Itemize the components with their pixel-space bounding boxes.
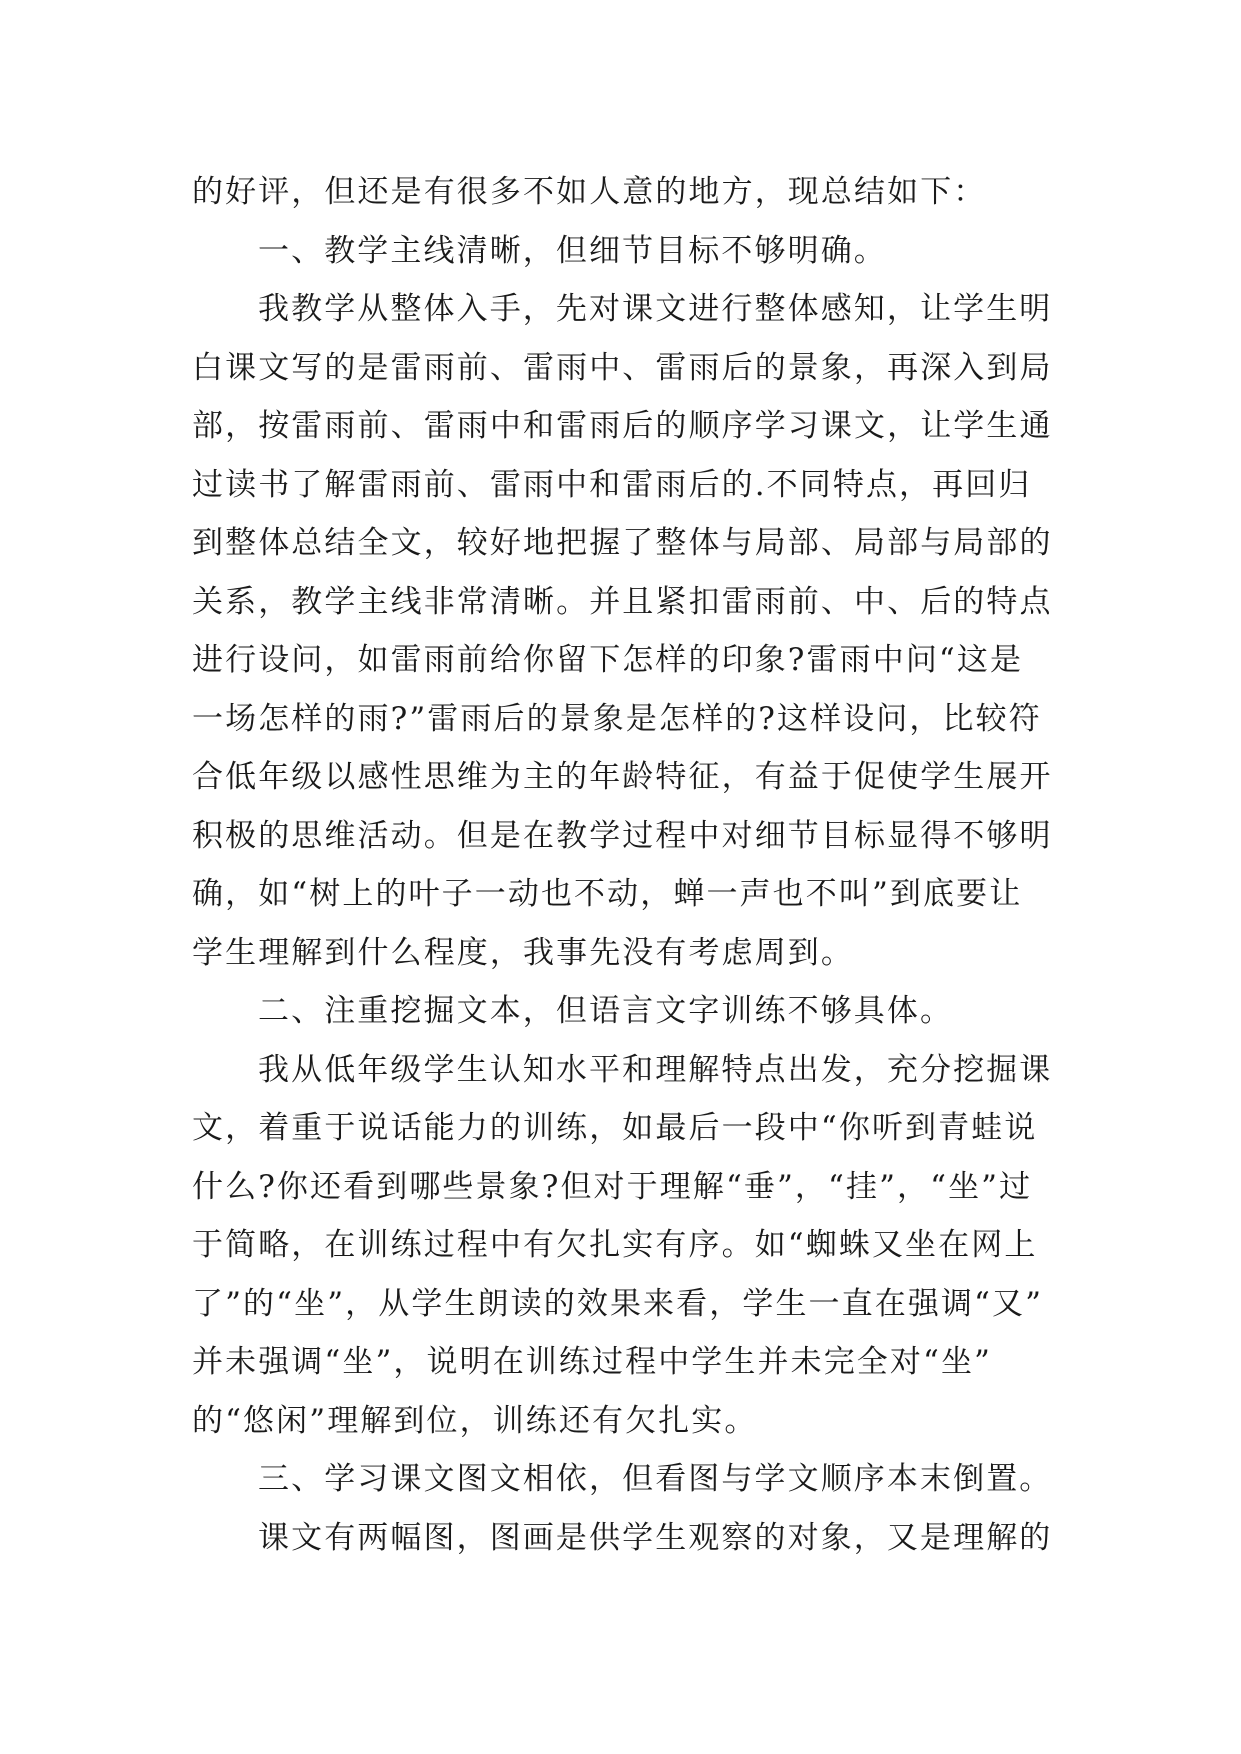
text-line-6: 过读书了解雷雨前、雷雨中和雷雨后的.不同特点，再回归 [192, 466, 1032, 503]
text-line-7: 到整体总结全文，较好地把握了整体与局部、局部与局部的 [192, 525, 1053, 561]
body-text [192, 163, 1072, 1567]
text-line-19: 于简略，在训练过程中有欠扎实有序。如“蜘蛛又坐在网上 [192, 1227, 1038, 1263]
text-line-11: 合低年级以感性思维为主的年龄特征，有益于促使学生展开 [192, 759, 1053, 795]
text-line-9: 进行设问，如雷雨前给你留下怎样的印象?雷雨中问“这是 [192, 642, 1024, 678]
text-line-10: 一场怎样的雨?”雷雨后的景象是怎样的?这样设问，比较符 [192, 700, 1042, 737]
text-line-18: 什么?你还看到哪些景象?但对于理解“垂”，“挂”，“坐”过 [192, 1168, 1033, 1205]
text-line-17: 文，着重于说话能力的训练，如最后一段中“你听到青蛙说 [192, 1110, 1038, 1146]
text-line-3: 我教学从整体入手，先对课文进行整体感知，让学生明 [258, 291, 1053, 327]
text-line-20: 了”的“坐”，从学生朗读的效果来看，学生一直在强调“又” [192, 1285, 1044, 1322]
text-line-14: 学生理解到什么程度，我事先没有考虑周到。 [192, 934, 854, 971]
text-line-1: 的好评，但还是有很多不如人意的地方，现总结如下： [192, 174, 987, 210]
text-line-5: 部，按雷雨前、雷雨中和雷雨后的顺序学习课文，让学生通 [192, 408, 1053, 444]
section-heading-2: 二、注重挖掘文本，但语言文字训练不够具体。 [258, 993, 954, 1029]
text-line-24: 课文有两幅图，图画是供学生观察的对象，又是理解的 [258, 1519, 1053, 1556]
section-heading-1: 一、教学主线清晰，但细节目标不够明确。 [258, 232, 887, 269]
text-line-8: 关系，教学主线非常清晰。并且紧扣雷雨前、中、后的特点 [192, 583, 1053, 620]
text-line-4: 白课文写的是雷雨前、雷雨中、雷雨后的景象，再深入到局 [192, 349, 1053, 386]
text-line-22: 的“悠闲”理解到位，训练还有欠扎实。 [192, 1402, 758, 1439]
text-line-12: 积极的思维活动。但是在教学过程中对细节目标显得不够明 [192, 817, 1053, 854]
text-line-21: 并未强调“坐”，说明在训练过程中学生并未完全对“坐” [192, 1344, 992, 1380]
text-line-16: 我从低年级学生认知水平和理解特点出发，充分挖掘课 [258, 1051, 1053, 1088]
section-heading-3: 三、学习课文图文相依，但看图与学文顺序本末倒置。 [258, 1461, 1053, 1497]
text-line-13: 确，如“树上的叶子一动也不动，蝉一声也不叫”到底要让 [192, 876, 1023, 912]
